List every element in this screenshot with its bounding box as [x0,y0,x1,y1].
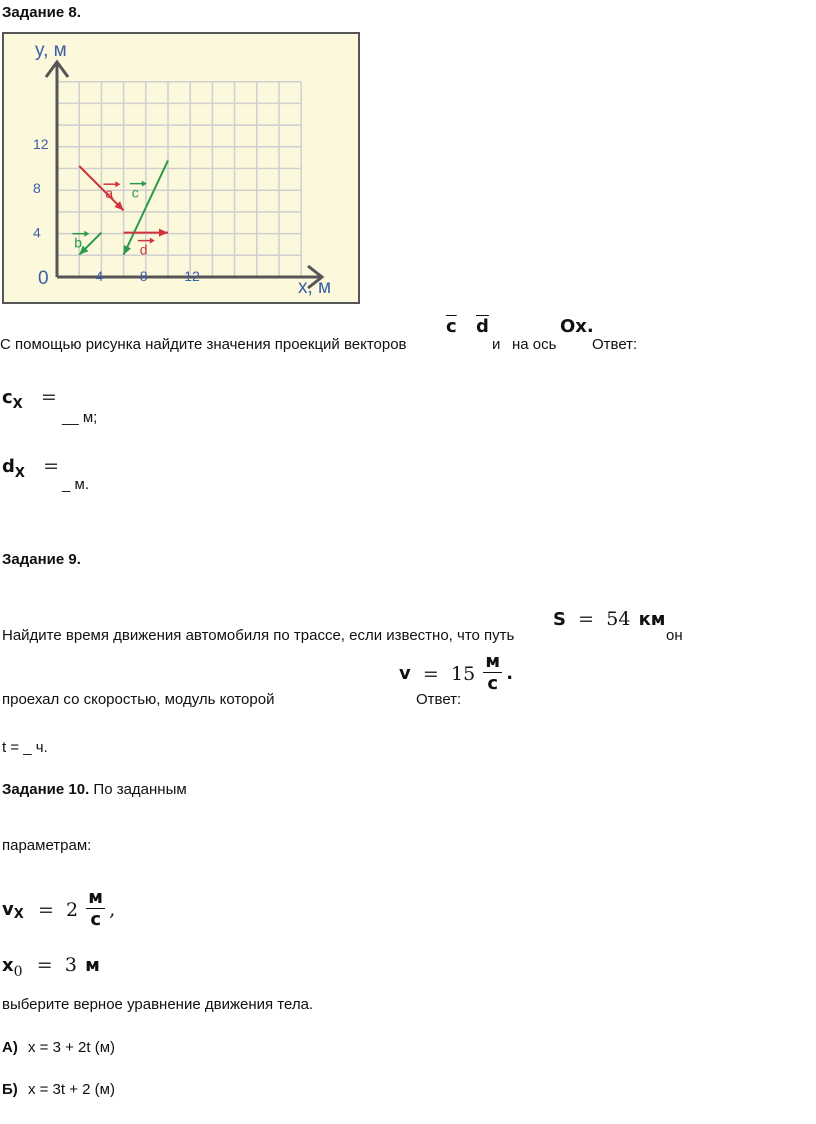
y-tick-label: 12 [33,135,49,152]
task8-and: и [492,336,501,353]
v-period: . [506,663,514,684]
s-symbol: S [553,609,566,630]
vx-value: 2 [66,898,79,921]
vx-formula [2,888,115,931]
cx-formula [2,386,57,412]
v-value: 15 [451,662,476,685]
vx-comma: , [109,898,116,921]
v-unit-fraction [483,652,502,695]
task9-line1-tail: он [666,627,683,644]
task10-heading-line [2,781,187,798]
option-b-letter: Б) [2,1081,18,1098]
option-a [2,1039,115,1056]
cx-symbol: c [2,387,13,408]
x-tick-label: 12 [184,268,200,284]
option-b-text: x = 3t + 2 (м) [27,1081,115,1098]
vx-unit-denominator: с [90,909,101,930]
y-axis-label: y, м [35,40,67,61]
v-unit-denominator: с [487,673,499,694]
y-tick-label: 4 [33,224,41,241]
vec-c-symbol: $\overline{c}$ [446,316,457,337]
v-unit-numerator: м [485,651,501,672]
option-a-letter: А) [2,1039,18,1056]
s-value: 54 [606,608,631,630]
dx-subscript: X [14,466,25,481]
x-tick-label: 4 [95,268,104,284]
task8-question-text: С помощью рисунка найдите значения проекций векторов [0,336,407,353]
vector-b-label: b [74,234,83,251]
x0-subscript: 0 [13,964,23,980]
x0-equals: = [36,954,53,976]
task8-answer-label: Ответ: [592,336,638,353]
cx-equals: = [40,386,57,408]
task10-line2: параметрам: [2,837,92,854]
x0-value: 3 [64,954,77,976]
vector-c-label: c [131,184,139,201]
s-formula [553,608,666,630]
x-tick-label: 8 [139,268,148,284]
v-equals: = [422,662,439,685]
task9-line1: Найдите время движения автомобиля по трассе, если известно, что путь [2,627,515,644]
x0-formula [2,954,100,980]
task10-heading-tail: По заданным [93,781,187,798]
option-b [2,1081,115,1098]
vector-d-label: d [139,241,148,258]
task8-on-axis: на ось [512,336,557,353]
v-symbol: v [399,663,411,684]
cx-subscript: X [12,397,23,412]
origin-label: 0 [38,268,49,289]
y-tick-label: 8 [33,180,41,197]
cx-answer-blank: __ м; [62,409,98,426]
option-a-text: x = 3 + 2t (м) [28,1039,116,1056]
v-formula [399,652,513,695]
axis-name: Ox. [560,316,594,337]
dx-formula [2,455,60,481]
vec-d-symbol: $\overline{d}$ [476,316,489,337]
task9-line2: проехал со скоростью, модуль которой [2,691,275,708]
x0-unit: м [85,955,100,976]
x0-symbol: x [2,955,14,976]
vx-subscript: X [13,907,24,922]
dx-answer-blank: _ м. [62,476,89,493]
task10-heading: Задание 10. [2,781,90,798]
task10-instruction: выберите верное уравнение движения тела. [2,996,314,1013]
vx-equals: = [37,898,54,921]
vector-a-label: a [105,185,114,202]
task9-answer-line: t = _ ч. [2,739,48,756]
s-equals: = [578,608,595,630]
vx-symbol: v [2,899,14,920]
vector-grid-figure [2,32,360,304]
task8-heading: Задание 8. [2,4,81,21]
dx-equals: = [43,455,60,477]
vx-unit-numerator: м [88,887,104,908]
x-axis-label: x, м [298,277,332,298]
s-unit: км [638,609,666,630]
task9-answer-label: Ответ: [416,691,462,708]
task8-question [0,336,407,353]
dx-symbol: d [2,456,15,477]
vx-unit-fraction [86,888,105,931]
task9-heading: Задание 9. [2,551,81,568]
